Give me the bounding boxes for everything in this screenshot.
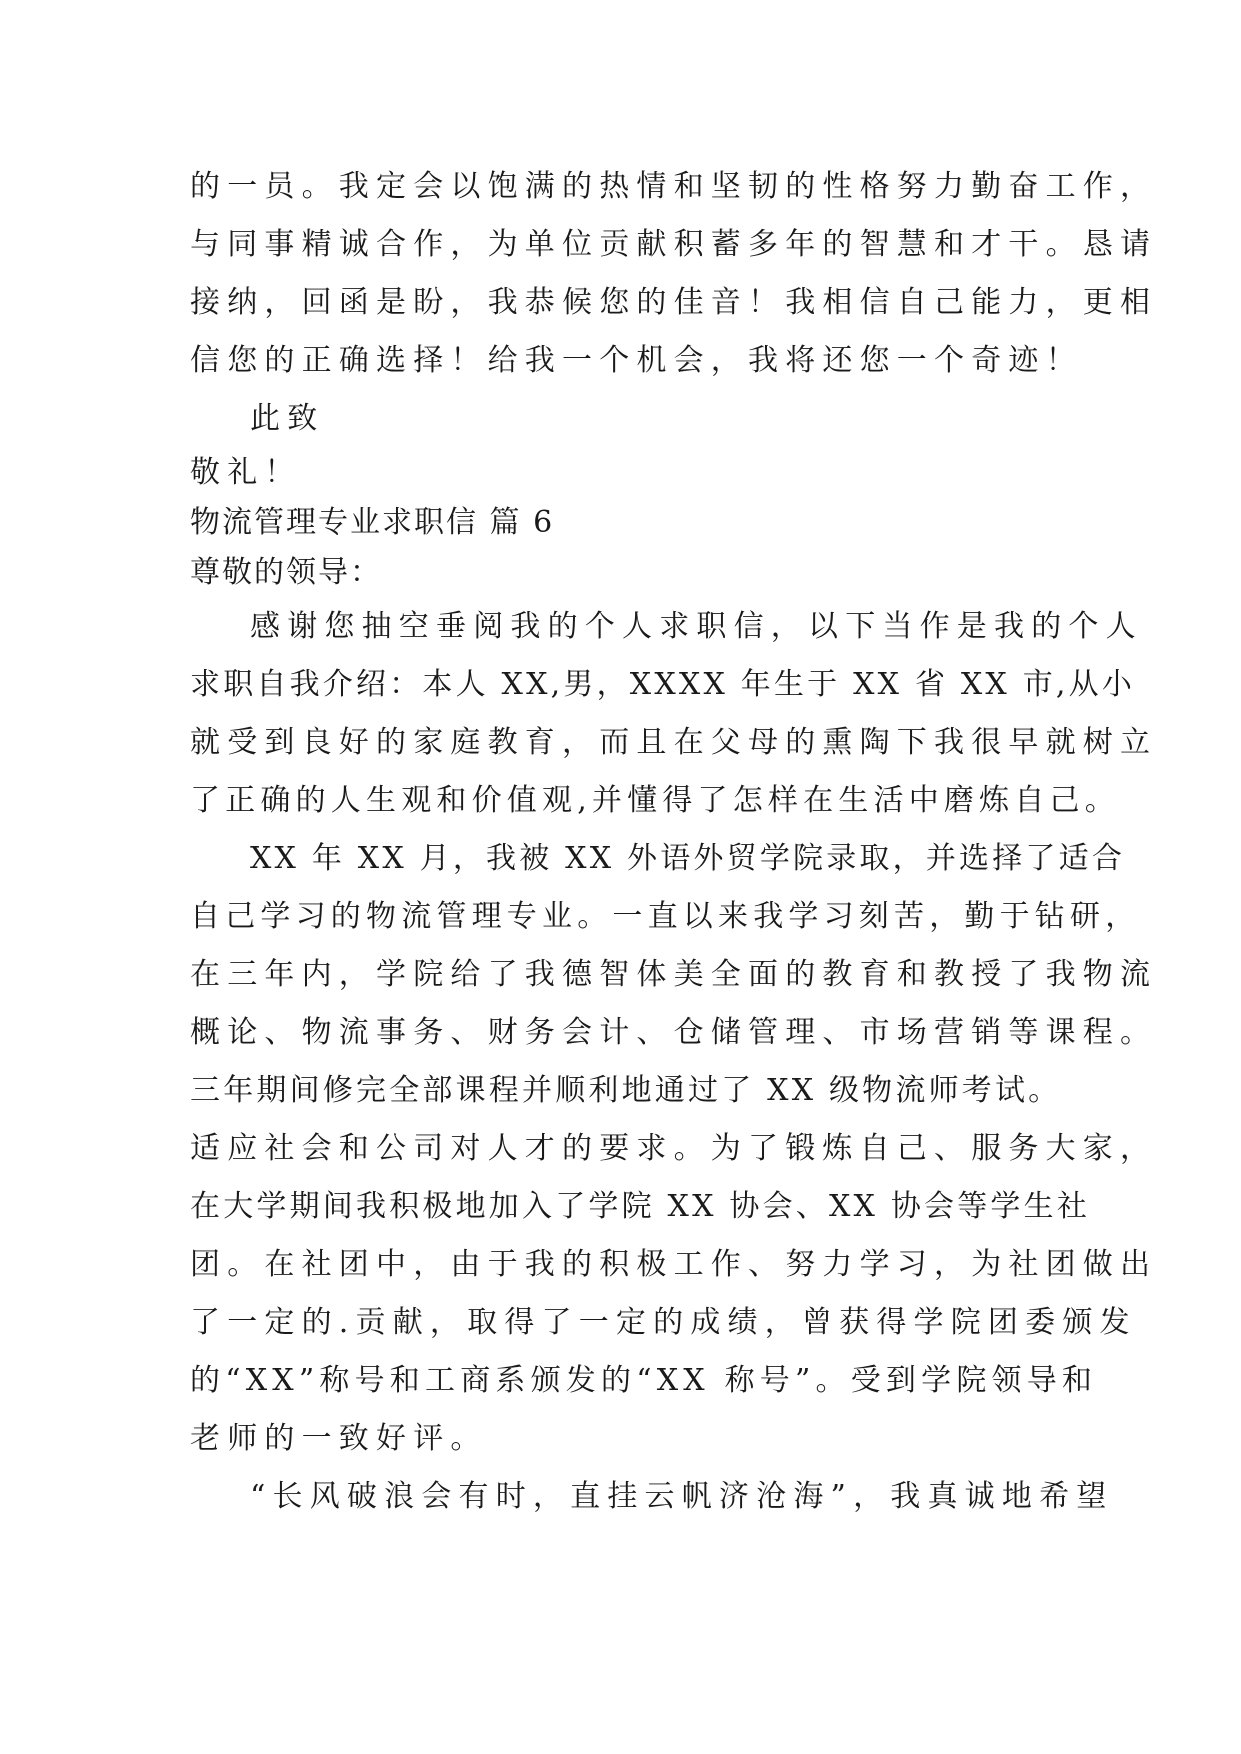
body-line: 与同事精诚合作，为单位贡献积蓄多年的智慧和才干。恳请 [190,227,1158,262]
body-line: 求职自我介绍：本人 XX,男，XXXX 年生于 XX 省 XX 市,从小 [190,667,1136,702]
body-line: 接纳，回函是盼，我恭候您的佳音！我相信自己能力，更相 [190,285,1158,320]
letter-greeting: 尊敬的领导： [190,555,382,590]
body-line: XX 年 XX 月，我被 XX 外语外贸学院录取，并选择了适合 [250,841,1126,876]
body-line: 信您的正确选择！给我一个机会，我将还您一个奇迹！ [190,343,1083,378]
body-line: “长风破浪会有时，直挂云帆济沧海”，我真诚地希望 [250,1479,1114,1514]
letter-body [190,158,1158,1526]
body-line: 就受到良好的家庭教育，而且在父母的熏陶下我很早就树立 [190,725,1158,760]
body-line: 三年期间修完全部课程并顺利地通过了 XX 级物流师考试。 [190,1073,1062,1108]
body-line: 适应社会和公司对人才的要求。为了锻炼自己、服务大家， [190,1131,1158,1166]
body-line: 在大学期间我积极地加入了学院 XX 协会、XX 协会等学生社 [190,1189,1091,1224]
closing-salutation: 此致 [250,401,325,436]
body-line: 了一定的.贡献，取得了一定的成绩，曾获得学院团委颁发 [190,1305,1137,1340]
body-line: 了正确的人生观和价值观,并懂得了怎样在生活中磨炼自己。 [190,783,1120,818]
body-line: 团。在社团中，由于我的积极工作、努力学习，为社团做出 [190,1247,1158,1282]
body-line: 自己学习的物流管理专业。一直以来我学习刻苦，勤于钻研， [190,899,1141,934]
body-line: 感谢您抽空垂阅我的个人求职信，以下当作是我的个人 [250,609,1143,644]
section-heading: 物流管理专业求职信 篇 6 [190,505,555,540]
body-line: 的“XX”称号和工商系颁发的“XX 称号”。受到学院领导和 [190,1363,1098,1398]
body-line: 的一员。我定会以饱满的热情和坚韧的性格努力勤奋工作， [190,169,1158,204]
closing-regards: 敬礼！ [190,455,302,490]
body-line: 概论、物流事务、财务会计、仓储管理、市场营销等课程。 [190,1015,1158,1050]
body-line: 在三年内，学院给了我德智体美全面的教育和教授了我物流 [190,957,1158,992]
body-line: 老师的一致好评。 [190,1421,488,1456]
